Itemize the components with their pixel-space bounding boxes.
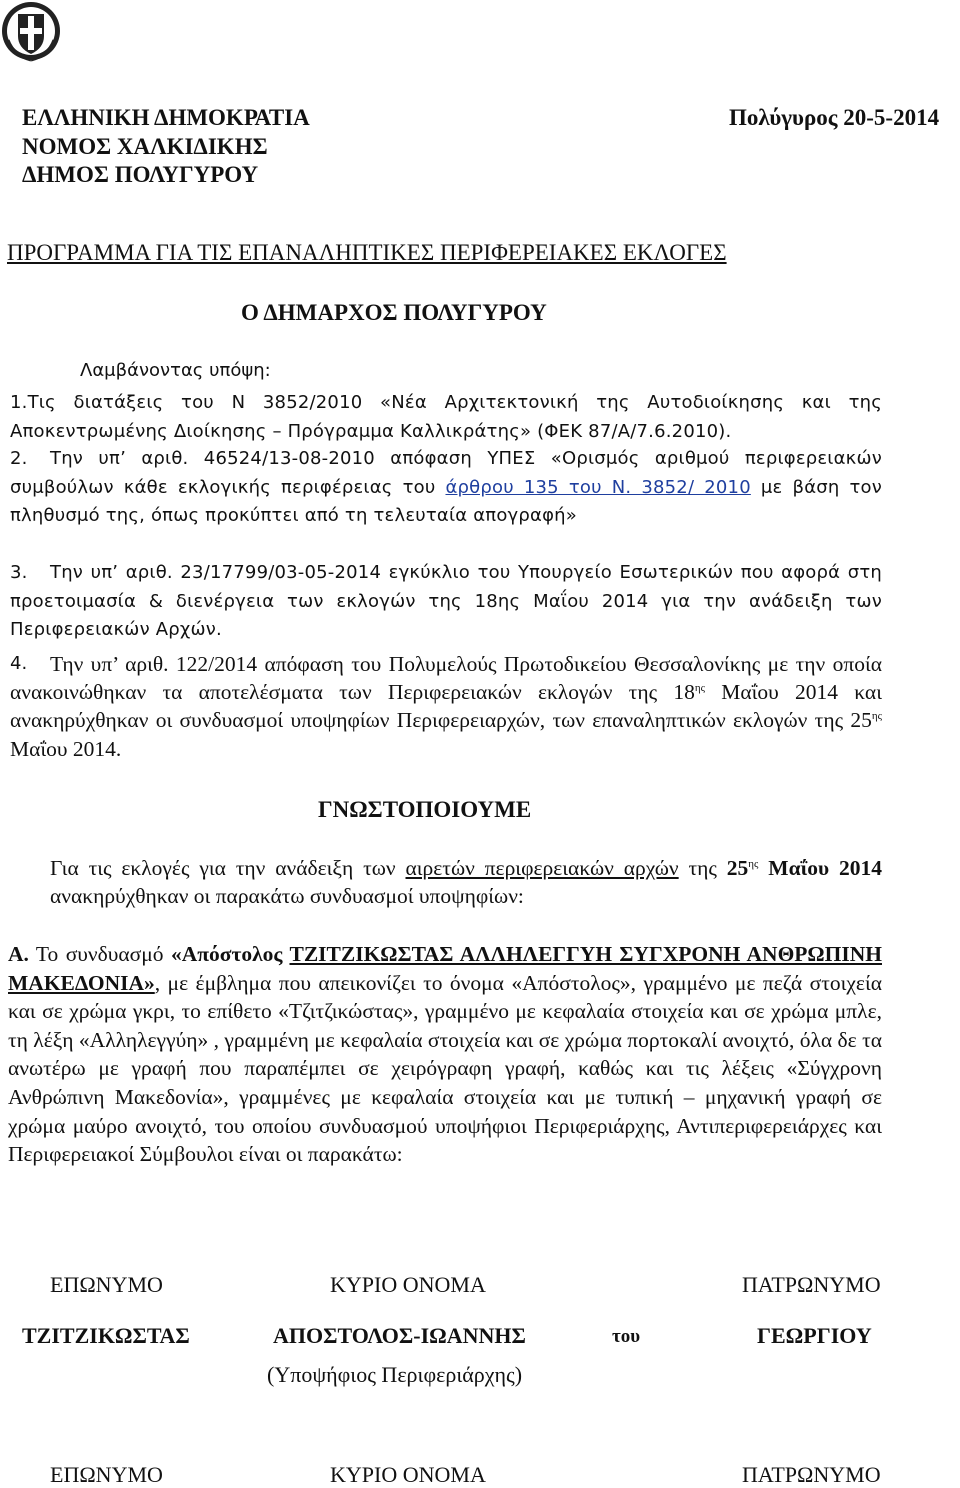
column-header-surname-2: ΕΠΩΝΥΜΟ — [50, 1462, 163, 1487]
mayor-heading: Ο ΔΗΜΑΡΧΟΣ ΠΟΛΥΓΥΡΟΥ — [241, 300, 547, 325]
recital-item-3-number: 3. — [10, 562, 28, 583]
candidate-surname: ΤΖΙΤΖΙΚΩΣΤΑΣ — [22, 1323, 190, 1348]
intro-sup: ης — [748, 857, 759, 870]
recital-item-4-text-c: Μαΐου 2014. — [10, 736, 122, 761]
intro-text-c: ανακηρύχθηκαν οι παρακάτω συνδυασμοί υποψηφίων: — [50, 884, 524, 909]
org-name-line3: ΔΗΜΟΣ ΠΟΛΥΓΥΡΟΥ — [22, 162, 259, 187]
recital-item-2 — [10, 445, 882, 531]
coat-of-arms-emblem — [0, 0, 62, 64]
section-a-name: ΤΖΙΤΖΙΚΩΣΤΑΣ ΑΛΛΗΛΕΓΓΥΗ ΣΥΓΧΡΟΝΗ ΑΝΘΡΩΠΙΝΗ ΜΑΚΕΔΟΝΙΑ» — [8, 942, 882, 995]
org-name-line2: ΝΟΜΟΣ ΧΑΛΚΙΔΙΚΗΣ — [22, 134, 268, 159]
intro-underlined: αιρετών περιφερειακών αρχών — [405, 856, 679, 880]
section-a-text-a: Το συνδυασμό — [28, 942, 171, 966]
section-a-name-quote: «Απόστολος — [170, 942, 290, 966]
intro-paragraph — [50, 854, 882, 910]
document-title: ΠΡΟΓΡΑΜΜΑ ΓΙΑ ΤΙΣ ΕΠΑΝΑΛΗΠΤΙΚΕΣ ΠΕΡΙΦΕΡΕΙΑΚΕΣ ΕΚΛΟΓΕΣ — [7, 240, 727, 265]
intro-bold-day: 25 — [726, 856, 749, 880]
column-header-first-name: ΚΥΡΙΟ ΟΝΟΜΑ — [330, 1272, 486, 1297]
intro-text-b: της — [678, 856, 727, 880]
recital-item-4-text-b: Μαΐου 2014 και ανακηρύχθηκαν οι συνδυασμοί υποψηφίων Περιφερειαρχών, των επαναληπτικών εκλογών της 25 — [10, 680, 882, 733]
column-header-father-2: ΠΑΤΡΩΝΥΜΟ — [742, 1462, 881, 1487]
place-date: Πολύγυρος 20-5-2014 — [729, 105, 940, 130]
recital-item-3-text: Την υπ’ αριθ. 23/17799/03-05-2014 εγκύκλιο του Υπουργείο Εσωτερικών που αφορά στη προετοιμασία & διενέργεια των εκλογών της 18ης Μαΐου 2014 για την ανάδειξη των Περιφερειακών Αρχών. — [10, 562, 882, 640]
recital-item-4-text-a: Την υπ’ αριθ. 122/2014 απόφαση του Πολυμελούς Πρωτοδικείου Θεσσαλονίκης με την οποία ανακοινώθηκαν τα αποτελέσματα των Περιφερειακών εκλογών της 18 — [10, 652, 882, 705]
recital-item-4-number: 4. — [10, 653, 28, 674]
column-header-first-name-2: ΚΥΡΙΟ ΟΝΟΜΑ — [330, 1462, 486, 1487]
section-a-paragraph — [8, 940, 882, 1169]
recital-item-2-number: 2. — [10, 448, 28, 469]
column-header-father: ΠΑΤΡΩΝΥΜΟ — [742, 1272, 881, 1297]
announcement-heading: ΓΝΩΣΤΟΠΟΙΟΥΜΕ — [318, 797, 532, 822]
intro-bold-month: Μαΐου 2014 — [768, 856, 883, 880]
column-header-surname: ΕΠΩΝΥΜΟ — [50, 1272, 163, 1297]
recital-item-4-sup-2: ης — [871, 710, 882, 723]
org-name-line1: ΕΛΛΗΝΙΚΗ ΔΗΜΟΚΡΑΤΙΑ — [22, 105, 310, 130]
candidate-role: (Υποψήφιος Περιφεριάρχης) — [267, 1362, 523, 1387]
recital-item-3 — [10, 559, 882, 645]
candidate-first-name: ΑΠΟΣΤΟΛΟΣ-ΙΩΑΝΝΗΣ — [273, 1323, 526, 1348]
candidate-of: του — [612, 1326, 641, 1347]
considering-label: Λαμβάνοντας υπόψη: — [80, 360, 271, 381]
intro-text-a: Για τις εκλογές για την ανάδειξη των — [50, 856, 406, 880]
recital-item-4 — [10, 650, 882, 763]
recital-item-2-text-a: Την υπ’ αριθ. 46524/13-08-2010 απόφαση ΥΠΕΣ «Ορισμός αριθμού περιφερειακών συμβούλων κάθε εκλογικής περιφέρειας του — [10, 448, 882, 498]
section-a-text-b: , με έμβλημα που απεικονίζει το όνομα «Απόστολος», γραμμένο με πεζά στοιχεία και σε χρώμα γκρι, το επίθετο «Τζιτζικώστας», γραμμένο με κεφαλαία στοιχεία και σε χρώμα μπλε, τη λέξη «Αλληλεγγύη» , γραμμένη με κεφαλαία στοιχεία και σε χρώμα πορτοκαλί ανοιχτό, όλα δε τα ανωτέρω με γραφή που παραπέμπει σε χειρόγραφη γραφή, καθώς και τις λέξεις «Σύγχρονη Ανθρώπινη Μακεδονία», γραμμένες με κεφαλαία στοιχεία και με τυπική – μηχανική γραφή σε χρώμα μαύρο ανοιχτό, του οποίου συνδυασμού υποψήφιοι Περιφεριάρχης, Αντιπεριφερειάρχες και Περιφερειακοί Σύμβουλοι είναι οι παρακάτω: — [8, 970, 882, 1167]
recital-item-1: 1.Τις διατάξεις του Ν 3852/2010 «Νέα Αρχιτεκτονική της Αυτοδιοίκησης και της Αποκεντρωμένης Διοίκησης – Πρόγραμμα Καλλικράτης» (ΦΕΚ 87/Α/7.6.2010). — [10, 392, 882, 442]
recital-item-4-sup-1: ης — [694, 682, 705, 695]
candidate-father: ΓΕΩΡΓΙΟΥ — [757, 1323, 872, 1348]
recital-item-2-text-b: με βάση τον πληθυσμό της, όπως προκύπτει από τη τελευταία απογραφή» — [10, 476, 883, 526]
law-link[interactable]: άρθρου 135 του Ν. 3852/ 2010 — [445, 476, 751, 498]
section-a-label: Α. — [8, 942, 29, 966]
